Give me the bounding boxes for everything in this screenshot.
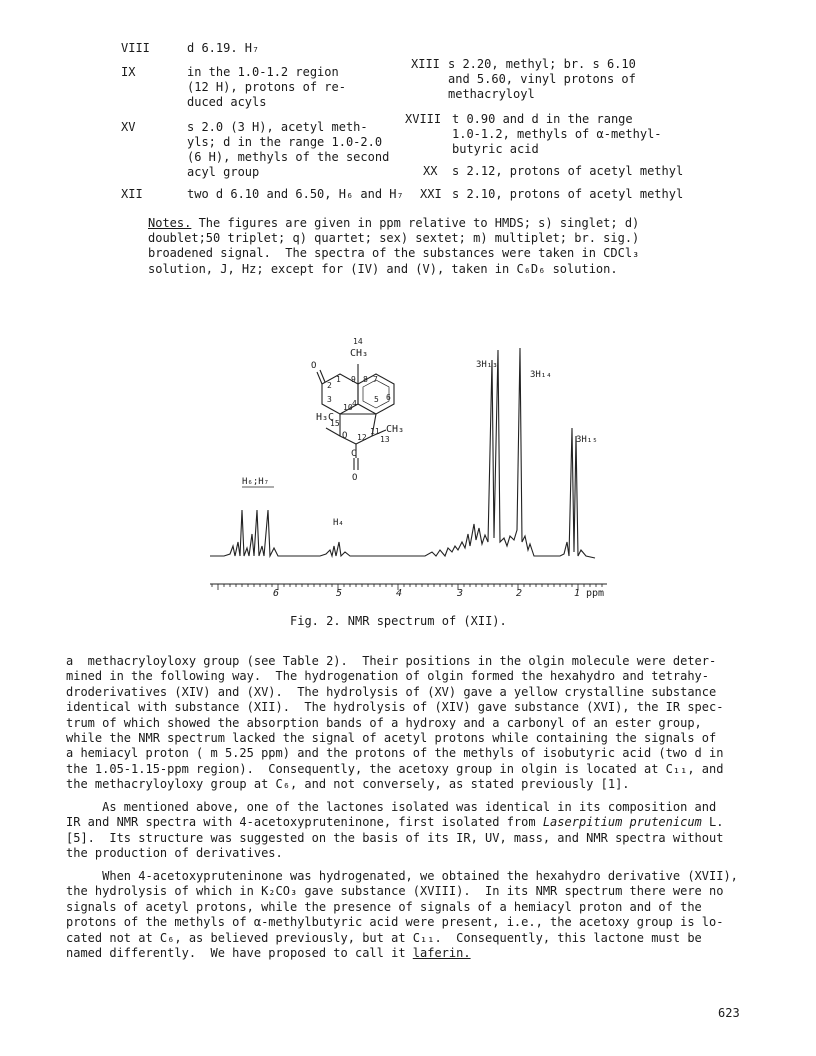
text-line: IR and NMR spectra with 4-acetoxypruteninone, first isolated from bbox=[66, 815, 543, 830]
row-text: 1.0-1.2, methyls of α-methyl- bbox=[452, 127, 662, 141]
structure-label: 5 bbox=[374, 395, 379, 404]
structure-label: 1 bbox=[336, 375, 341, 384]
row-label: XX bbox=[423, 164, 438, 178]
tick-label: 6 bbox=[273, 588, 280, 599]
notes-heading: Notes. bbox=[148, 216, 192, 230]
structure-label: O bbox=[342, 431, 348, 441]
table-notes bbox=[148, 216, 678, 277]
structure-label: CH₃ bbox=[350, 348, 369, 359]
text-line: named differently. We have proposed to call it bbox=[66, 946, 413, 961]
tick-label: 5 bbox=[336, 588, 343, 599]
page-number: 623 bbox=[718, 1006, 740, 1020]
row-text: and 5.60, vinyl protons of bbox=[448, 72, 636, 86]
notes-line: broadened signal. The spectra of the substances were taken in CDCl₃ bbox=[148, 246, 640, 261]
text-line: When 4-acetoxypruteninone was hydrogenated, we obtained the hexahydro derivative (XVII), bbox=[66, 869, 738, 883]
structure-label: 2 bbox=[327, 381, 332, 390]
text-line: trum of which showed the absorption bands of a hydroxy and a carbonyl of an ester group, bbox=[66, 715, 702, 730]
structure-label: 6 bbox=[386, 393, 391, 402]
text-line: [5]. Its structure was suggested on the basis of its IR, UV, mass, and NMR spectra without bbox=[66, 830, 724, 845]
tick-label: 4 bbox=[396, 588, 403, 599]
structure-label: 4 bbox=[352, 399, 357, 408]
row-text: butyric acid bbox=[452, 142, 539, 156]
structure-label: CH₃ bbox=[386, 424, 405, 435]
row-text: (6 H), methyls of the second bbox=[187, 150, 390, 164]
text-line: a methacryloyloxy group (see Table 2). Their positions in the olgin molecule were deter- bbox=[66, 654, 717, 668]
tick-label: 3 bbox=[457, 588, 464, 599]
row-label: IX bbox=[121, 65, 136, 79]
row-text: s 2.0 (3 H), acetyl meth- bbox=[187, 120, 368, 134]
text-line: a hemiacyl proton ( m 5.25 ppm) and the protons of the methyls of isobutyric acid (two d in bbox=[66, 746, 724, 761]
axis-unit: ppm bbox=[586, 588, 605, 599]
text-line: mined in the following way. The hydrogenation of olgin formed the hexahydro and tetrahy- bbox=[66, 669, 709, 684]
structure-label: 3 bbox=[327, 395, 332, 404]
row-text: d 6.19. H₇ bbox=[187, 41, 260, 55]
structure-label: 10 bbox=[343, 403, 353, 412]
row-text: two d 6.10 and 6.50, H₆ and H₇ bbox=[187, 187, 404, 201]
row-text: acyl group bbox=[187, 165, 260, 179]
row-label: XII bbox=[121, 187, 143, 201]
structure-label: 11 bbox=[370, 427, 380, 436]
text-line: As mentioned above, one of the lactones isolated was identical in its composition and bbox=[66, 800, 717, 814]
text-line: signals of acetyl protons, while the presence of signals of a hemiacyl proton and of the bbox=[66, 899, 702, 914]
structure-label: 7 bbox=[373, 375, 378, 384]
notes-line: solution, J, Hz; except for (IV) and (V), taken in C₆D₆ solution. bbox=[148, 261, 618, 276]
structure-label: C bbox=[351, 449, 357, 459]
peak-label-h15: 3H₁₅ bbox=[576, 435, 598, 445]
notes-line: doublet;50 triplet; q) quartet; sex) sextet; m) multiplet; br. sig.) bbox=[148, 231, 640, 246]
compound-name: laferin. bbox=[412, 946, 471, 961]
peak-label-h4: H₄ bbox=[333, 518, 344, 528]
row-text: methacryloyl bbox=[448, 87, 535, 101]
row-label: XIII bbox=[411, 57, 440, 71]
row-label: XVIII bbox=[405, 112, 442, 126]
text-line: L. bbox=[701, 815, 724, 830]
peak-label-h6h7: H₆;H₇ bbox=[242, 477, 270, 487]
peak-label-h14: 3H₁₄ bbox=[530, 370, 552, 380]
tick-label: 1 bbox=[574, 588, 581, 599]
structure-label: 15 bbox=[330, 419, 340, 428]
text-line: the methacryloyloxy group at C₆, and not conversely, as stated previously [1]. bbox=[66, 777, 630, 792]
figure-caption: Fig. 2. NMR spectrum of (XII). bbox=[290, 614, 507, 628]
row-text: s 2.12, protons of acetyl methyl bbox=[452, 164, 684, 178]
structure-label: 14 bbox=[353, 337, 363, 346]
structure-label: 9 bbox=[351, 375, 356, 384]
paragraph-3 bbox=[66, 869, 742, 961]
text-line: the 1.05-1.15-ppm region). Consequently, the acetoxy group in olgin is located at C₁₁, and bbox=[66, 761, 724, 776]
row-text: s 2.20, methyl; br. s 6.10 bbox=[448, 57, 636, 71]
structure-label: H₃C bbox=[316, 412, 335, 423]
row-text: duced acyls bbox=[187, 95, 267, 109]
row-text: in the 1.0-1.2 region bbox=[187, 65, 339, 79]
text-line: protons of the methyls of α-methylbutyric acid were present, i.e., the acetoxy group is lo- bbox=[66, 915, 724, 930]
row-label: VIII bbox=[121, 41, 150, 55]
row-text: (12 H), protons of re- bbox=[187, 80, 346, 94]
text-line: droderivatives (XIV) and (XV). The hydrolysis of (XV) gave a yellow crystalline substance bbox=[66, 684, 717, 699]
structure-label: O bbox=[311, 361, 317, 371]
structure-label: 13 bbox=[380, 435, 390, 444]
text-line: the production of derivatives. bbox=[66, 846, 283, 861]
row-text: t 0.90 and d in the range bbox=[452, 112, 633, 126]
row-label: XV bbox=[121, 120, 136, 134]
species-name: Laserpitium prutenicum bbox=[542, 815, 702, 830]
tick-label: 2 bbox=[516, 588, 523, 599]
paragraph-1 bbox=[66, 654, 742, 793]
structure-label: 12 bbox=[357, 433, 367, 442]
text-line: the hydrolysis of which in K₂CO₃ gave substance (XVIII). In its NMR spectrum there were no bbox=[66, 884, 724, 899]
row-label: XXI bbox=[420, 187, 442, 201]
text-line: identical with substance (XII). The hydrolysis of (XIV) gave substance (XVI), the IR spec- bbox=[66, 700, 724, 715]
row-text: s 2.10, protons of acetyl methyl bbox=[452, 187, 684, 201]
structure-label: O bbox=[352, 473, 358, 483]
structure-label: 8 bbox=[363, 375, 368, 384]
peak-label-h13: 3H₁₃ bbox=[476, 360, 498, 370]
text-line: cated not at C₆, as believed previously, but at C₁₁. Consequently, this lactone must be bbox=[66, 930, 702, 945]
text-line: while the NMR spectrum lacked the signal of acetyl protons while containing the signals of bbox=[66, 731, 717, 746]
notes-line: The figures are given in ppm relative to HMDS; s) singlet; d) bbox=[191, 216, 640, 230]
paragraph-2 bbox=[66, 800, 742, 862]
nmr-spectrum-figure bbox=[200, 320, 620, 620]
row-text: yls; d in the range 1.0-2.0 bbox=[187, 135, 383, 149]
